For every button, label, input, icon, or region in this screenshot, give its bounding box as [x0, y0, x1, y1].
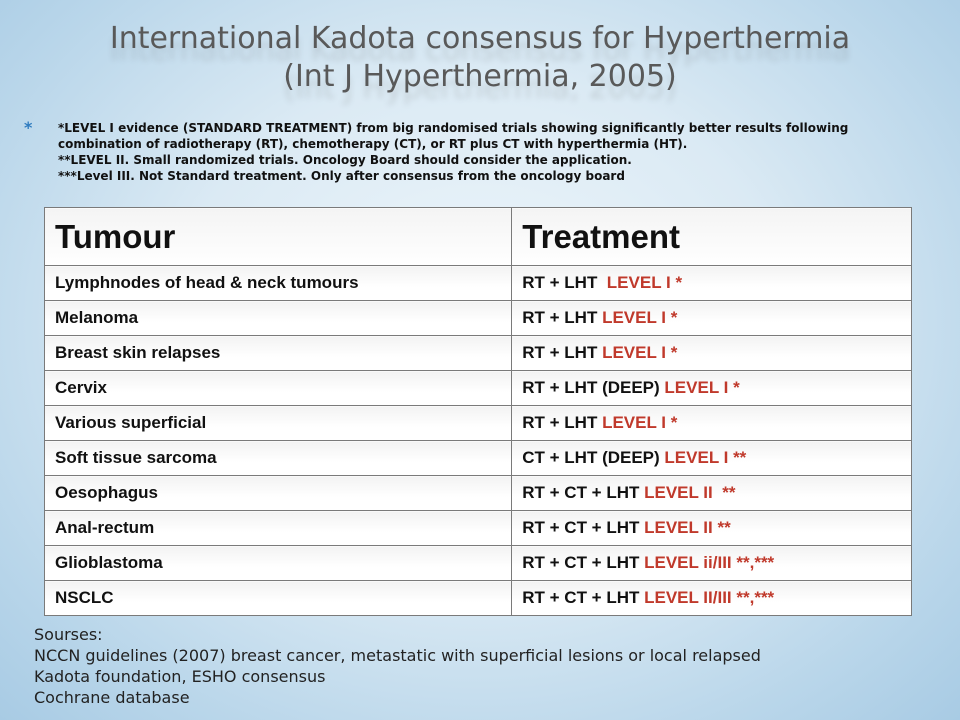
tumour-cell: Breast skin relapses [45, 336, 512, 371]
header-tumour: Tumour [45, 208, 512, 266]
evidence-level: LEVEL II/III **,*** [644, 588, 775, 607]
tumour-treatment-table [44, 207, 912, 616]
note-level-1-b: combination of radiotherapy (RT), chemotherapy (CT), or RT plus CT with hyperthermia (HT). [58, 137, 688, 151]
evidence-level: LEVEL I * [602, 308, 678, 327]
table-row [45, 371, 912, 406]
evidence-level: LEVEL I ** [664, 448, 747, 467]
table-row [45, 406, 912, 441]
note-level-3: ***Level III. Not Standard treatment. Only after consensus from the oncology board [58, 169, 625, 183]
tumour-cell: Anal-rectum [45, 511, 512, 546]
sources-heading: Sourses: [34, 625, 103, 644]
treatment-cell [512, 266, 912, 301]
evidence-level: LEVEL I * [602, 413, 678, 432]
sources-block [34, 624, 934, 708]
tumour-cell: Lymphnodes of head & neck tumours [45, 266, 512, 301]
table-row [45, 336, 912, 371]
treatment-text: RT + CT + LHT [522, 518, 645, 537]
tumour-cell: Glioblastoma [45, 546, 512, 581]
tumour-cell: Various superficial [45, 406, 512, 441]
treatment-text: RT + LHT [522, 273, 607, 292]
treatment-cell [512, 476, 912, 511]
treatment-text: CT + LHT (DEEP) [522, 448, 665, 467]
evidence-level: LEVEL I * [606, 273, 683, 292]
source-item: Kadota foundation, ESHO consensus [34, 667, 326, 686]
tumour-cell: NSCLC [45, 581, 512, 616]
table-row [45, 476, 912, 511]
table-row [45, 301, 912, 336]
evidence-level-notes [24, 120, 944, 184]
header-treatment: Treatment [512, 208, 912, 266]
evidence-level: LEVEL II ** [644, 518, 731, 537]
tumour-cell: Oesophagus [45, 476, 512, 511]
treatment-text: RT + LHT (DEEP) [522, 378, 665, 397]
table-row [45, 441, 912, 476]
source-item: Cochrane database [34, 688, 190, 707]
slide-title [40, 20, 920, 96]
treatment-cell [512, 441, 912, 476]
treatment-text: RT + CT + LHT [522, 483, 645, 502]
treatment-cell [512, 511, 912, 546]
note-level-1-a: *LEVEL I evidence (STANDARD TREATMENT) from big randomised trials showing significantly better results following [58, 121, 849, 135]
note-level-2: **LEVEL II. Small randomized trials. Oncology Board should consider the application. [58, 153, 632, 167]
treatment-text: RT + CT + LHT [522, 588, 645, 607]
title-line-2: (Int J Hyperthermia, 2005) [283, 59, 677, 94]
bullet-star-icon: * [24, 118, 33, 137]
tumour-cell: Cervix [45, 371, 512, 406]
table-row [45, 546, 912, 581]
evidence-level: LEVEL ii/III **,*** [644, 553, 775, 572]
treatment-cell [512, 581, 912, 616]
treatment-text: RT + CT + LHT [522, 553, 645, 572]
table-row [45, 511, 912, 546]
title-line-1: International Kadota consensus for Hyperthermia [109, 21, 851, 56]
source-item: NCCN guidelines (2007) breast cancer, metastatic with superficial lesions or local relapsed [34, 646, 761, 665]
treatment-cell [512, 371, 912, 406]
tumour-cell: Melanoma [45, 301, 512, 336]
treatment-text: RT + LHT [522, 308, 603, 327]
treatment-cell [512, 546, 912, 581]
treatment-cell [512, 406, 912, 441]
treatment-text: RT + LHT [522, 343, 603, 362]
table-row [45, 581, 912, 616]
table-row [45, 266, 912, 301]
table-header-row [45, 208, 912, 266]
treatment-text: RT + LHT [522, 413, 603, 432]
treatment-cell [512, 336, 912, 371]
evidence-level: LEVEL I * [664, 378, 740, 397]
tumour-cell: Soft tissue sarcoma [45, 441, 512, 476]
table-body [45, 266, 912, 616]
evidence-level: LEVEL I * [602, 343, 678, 362]
evidence-level: LEVEL II ** [644, 483, 736, 502]
treatment-cell [512, 301, 912, 336]
